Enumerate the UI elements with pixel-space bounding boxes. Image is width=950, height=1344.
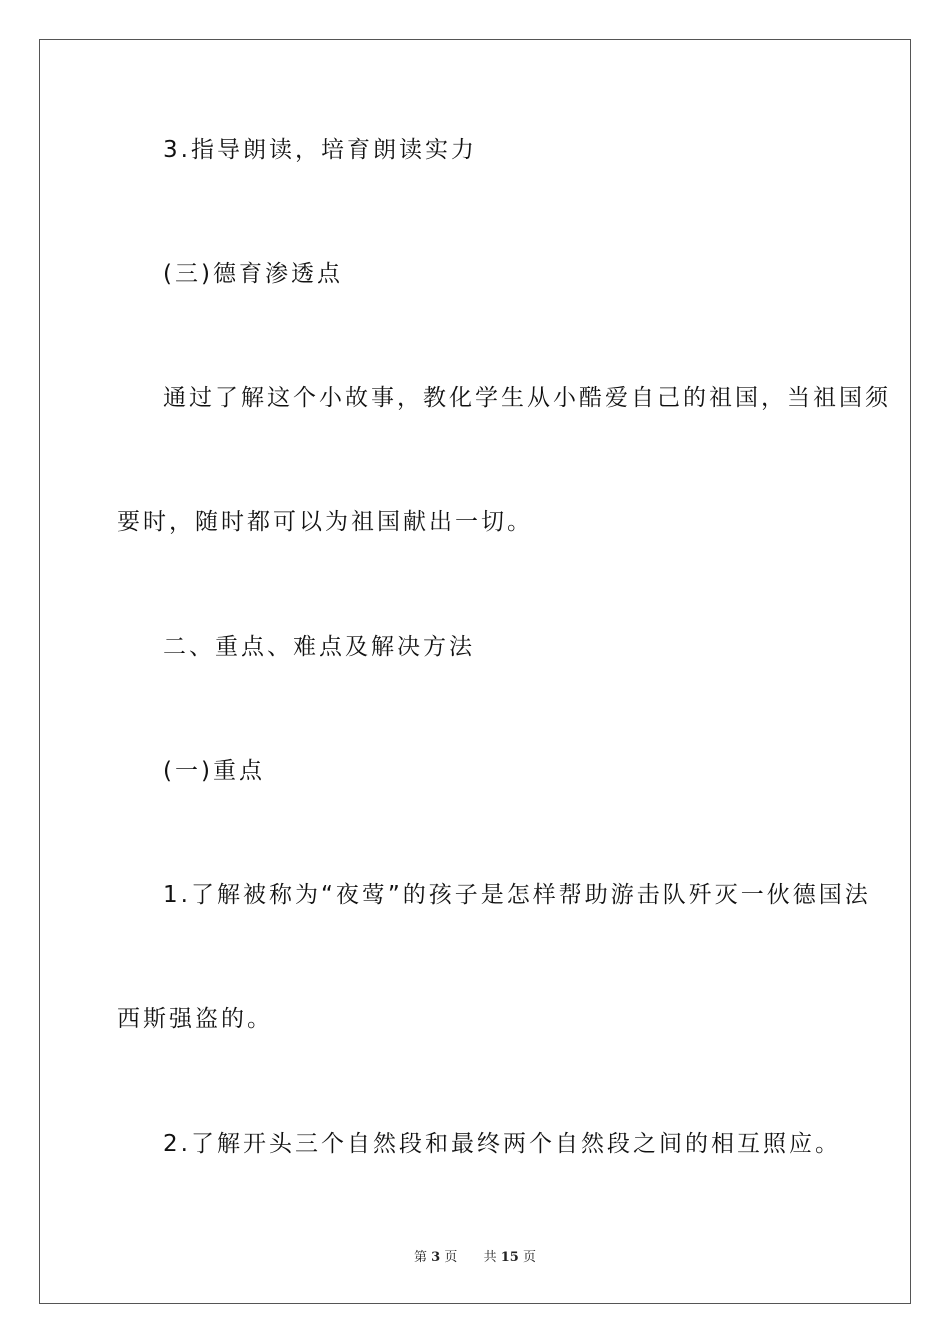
- page-number: 3: [431, 1250, 441, 1265]
- page-prefix: 第: [413, 1250, 427, 1265]
- total-pages: 15: [500, 1250, 519, 1265]
- page-border: [39, 39, 911, 1304]
- page-suffix: 页: [444, 1250, 458, 1265]
- text-line-2: (三)德育渗透点: [163, 261, 343, 287]
- text-line-6: (一)重点: [163, 758, 265, 784]
- text-line-1: 3.指导朗读，培育朗读实力: [163, 137, 477, 163]
- text-line-7: 1.了解被称为“夜莺”的孩子是怎样帮助游击队歼灭一伙德国法: [163, 882, 871, 908]
- text-line-9: 2.了解开头三个自然段和最终两个自然段之间的相互照应。: [163, 1131, 841, 1157]
- text-line-8: 西斯强盗的。: [117, 1006, 273, 1032]
- text-line-3: 通过了解这个小故事，教化学生从小酷爱自己的祖国，当祖国须: [163, 385, 891, 411]
- total-suffix: 页: [523, 1250, 537, 1265]
- text-line-4: 要时，随时都可以为祖国献出一切。: [117, 509, 533, 535]
- page-footer: [0, 1246, 950, 1265]
- text-line-5: 二、重点、难点及解决方法: [163, 634, 475, 660]
- total-prefix: 共: [483, 1250, 497, 1265]
